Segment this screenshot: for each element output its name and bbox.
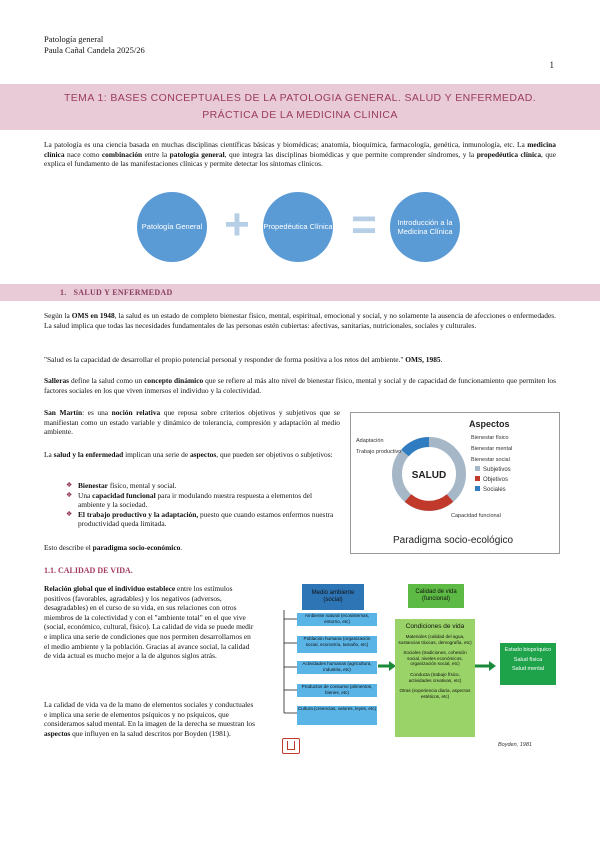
boyden-item: Productos de consumo (alimentos, bienes, etc) [297, 684, 377, 697]
paragraph-san-martin: San Martín: es una noción relativa que reposa sobre criterios objetivos y subjetivos que se manifiestan como un estado variable y dinámico de tolerancia, compresión y adaptación al medio ambiente. [44, 408, 341, 437]
logo-icon [282, 738, 300, 754]
boyden-diagram [270, 580, 560, 755]
salud-fisica: Salud física [513, 656, 543, 663]
title-line-2: PRÁCTICA DE LA MEDICINA CLINICA [202, 109, 398, 121]
list-item: ❖ Una capacidad funcional para ir modulando nuestra respuesta a elementos del ambiente y la sociedad. [66, 490, 313, 510]
author-date: Paula Cañal Candela 2025/26 [44, 45, 145, 55]
intro-paragraph: La patología es una ciencia basada en muchas disciplinas científicas básicas y biomédicas; anatomía, bioquímica, farmacología, genética, inmunología, etc. La medicina clínica nace como combinación entre la patología general, que integra las disciplinas biomédicas y que permite comprender síndromes, y la propedéutica clínica, que explica el fundamento de las manifestaciones clínicas y permite detectar los síntomas clínicos. [44, 140, 556, 169]
ring-sociales [405, 442, 429, 453]
bubble-introduccion: Introducción a la Medicina Clínica [390, 192, 460, 262]
boyden-item: Actividades humanas (agricultura, industria, etc) [297, 661, 377, 674]
calidad-vida-box: Calidad de vida (funcional) [408, 584, 464, 608]
equals-icon: = [351, 200, 377, 249]
condiciones-box [395, 619, 475, 737]
aspects-list [66, 481, 334, 529]
center-label: SALUD [411, 470, 447, 481]
estado-biopsiquico-box [500, 643, 556, 685]
legend-swatch-sociales [475, 486, 480, 491]
bubble-propedeutica: Propedéutica Clínica [263, 192, 333, 262]
paragraph-aspectos: La salud y la enfermedad implican una serie de aspectos, que pueden ser objetivos o subjetivos: [44, 450, 333, 459]
legend-objetivos: Objetivos [483, 477, 509, 483]
list-item: ❖ Bienestar físico, mental y social. [66, 481, 177, 490]
boyden-item: Ambiente natural (ecosistemas, entorno, etc) [297, 613, 377, 626]
label-trabajo: Trabajo productivo [356, 449, 402, 455]
ring-objetivos [408, 498, 450, 506]
condicion-item: Sociales (tradiciones, cohesión social, niveles económicos, organización social, etc) [403, 650, 467, 667]
condicion-item: Otras (experiencia diaria, aspectos estéticos, etc) [399, 688, 471, 699]
paragraph-calidad-vida: Relación global que el individuo establece entre los estímulos positivos (favorables, agradables) y los negativos (adversos, desagradables) en el curso de su vida, en sus relaciones con otros miembros de la colectividad y con el "ambiente total" en el que vive (social, económico, cultural, físico). La calidad de vida se puede medir e implica una serie de condiciones que nos permiten desarrollarnos en el medio ambiente y la población. Gracias al avance social, la calidad de vida actual es mucho mejor a la de algunos siglos atrás. [44, 584, 254, 661]
legend-swatch-objetivos [475, 476, 480, 481]
page-title [40, 90, 560, 124]
bubble-patologia: Patología General [137, 192, 207, 262]
list-item: ❖ El trabajo productivo y la adaptación, puesto que cuando estamos enfermos nuestra productividad queda limitada. [66, 509, 334, 529]
paragraph-salleras: Salleras define la salud como un concepto dinámico que se refiere al más alto nivel de bienestar físico, mental y social y de capacidad de funcionamiento que permiten los factores sociales en los que viven inmersos el individuo y la colectividad. [44, 376, 556, 395]
label-fisico: Bienestar físico [471, 435, 509, 441]
paragraph-oms-1985: "Salud es la capacidad de desarrollar el propio potencial personal y responder de forma positiva a los retos del ambiente." OMS, 1985. [44, 355, 443, 364]
boyden-item: Cultura (creencias, valores, leyes, etc) [297, 706, 377, 725]
medio-ambiente-box: Medio ambiente (social) [302, 584, 364, 610]
boyden-item: Población humana (organización social, economía, tamaño, etc) [297, 636, 377, 653]
condicion-item: Conducta (trabajo físico, actividades creativas, etc) [408, 671, 462, 683]
legend-swatch-subjetivos [475, 466, 480, 471]
label-social: Bienestar social [471, 457, 510, 463]
section-1-title: 1. SALUD Y ENFERMEDAD [60, 288, 173, 297]
salud-mental: Salud mental [511, 666, 545, 673]
title-line-1: TEMA 1: BASES CONCEPTUALES DE LA PATOLOGIA GENERAL. SALUD Y ENFERMEDAD. [63, 92, 537, 104]
section-1-1-title: 1.1. CALIDAD DE VIDA. [44, 566, 133, 575]
page-number: 1 [549, 60, 554, 70]
label-capacidad: Capacidad funcional [451, 513, 501, 519]
condicion-item: Materiales (calidad del agua, sustancias tóxicas, demografía, etc) [398, 634, 472, 645]
aspectos-figure [350, 412, 560, 554]
paragraph-paradigma: Esto describe el paradigma socio-económico. [44, 543, 183, 552]
estado-title: Estado biopsíquico [504, 647, 552, 653]
condiciones-title: Condiciones de vida [405, 623, 465, 630]
label-mental: Bienestar mental [471, 446, 513, 452]
boyden-credit: Boyden, 1981 [498, 742, 532, 748]
course-name: Patología general [44, 34, 104, 44]
aspectos-title: Aspectos [469, 419, 510, 429]
paragraph-boyden: La calidad de vida va de la mano de elementos sociales y conductuales e implica una serie de elementos psíquicos y no psíquicos, que consideramos salud mental. En la imagen de la derecha se muestran los aspectos que influyen en la salud descritos por Boyden (1981). [44, 700, 255, 738]
label-adaptacion: Adaptación [356, 438, 384, 444]
plus-icon: + [224, 200, 250, 249]
paragraph-oms-1948: Según la OMS en 1948, la salud es un estado de completo bienestar físico, mental, espiritual, emocional y social, y no solamente la ausencia de afecciones o enfermedades. La salud implica que todas las necesidades fundamentales de las personas estén cubiertas: afectivas, sanitarias, nutricionales, sociales y culturales. [44, 311, 557, 330]
aspectos-caption: Paradigma socio-ecológico [393, 535, 514, 546]
aspectos-ring-chart [351, 413, 559, 553]
legend-subjetivos: Subjetivos [483, 467, 511, 473]
legend-sociales: Sociales [483, 487, 506, 493]
